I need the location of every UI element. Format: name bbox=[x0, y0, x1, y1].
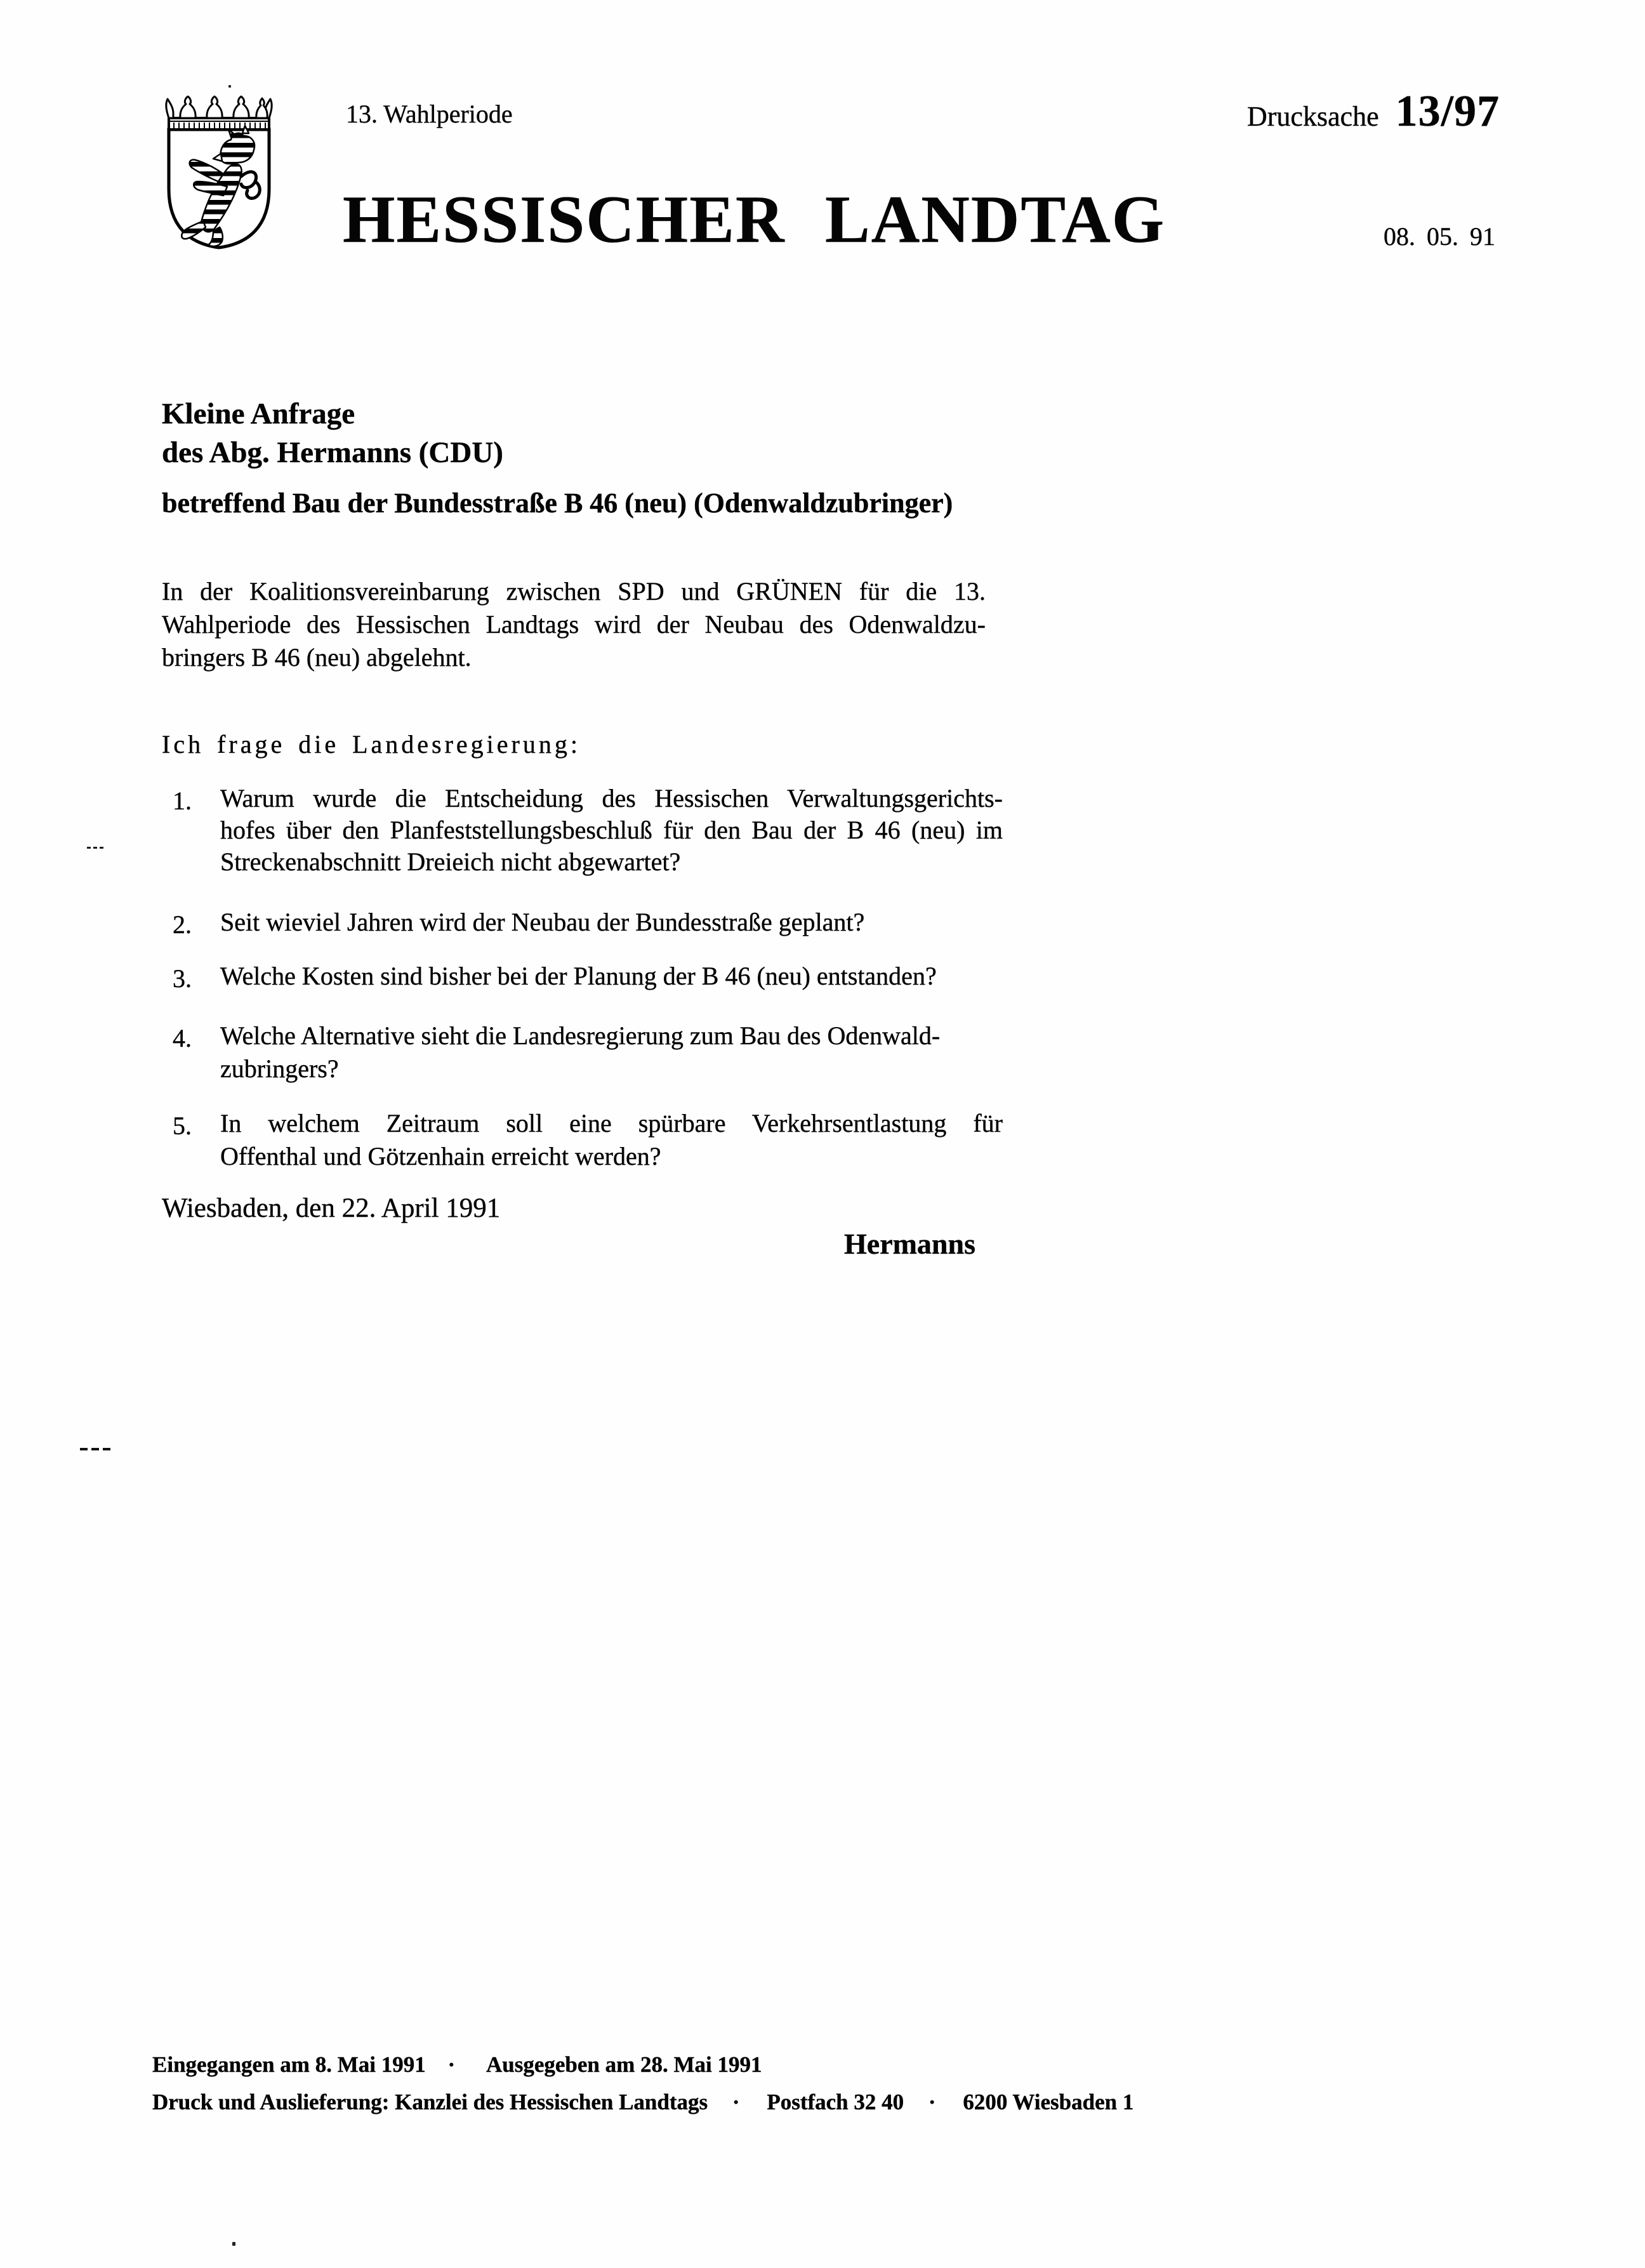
question-line: zubringers? bbox=[220, 1054, 339, 1083]
question-line: Streckenabschnitt Dreieich nicht abgewartet? bbox=[220, 847, 681, 876]
footer-city: 6200 Wiesbaden 1 bbox=[963, 2090, 1134, 2114]
question-lead: Ich frage die Landesregierung: bbox=[162, 730, 581, 759]
question-number: 2. bbox=[173, 910, 192, 939]
scan-artifact-dash bbox=[87, 847, 105, 849]
footer-received: Eingegangen am 8. Mai 1991 bbox=[152, 2052, 426, 2077]
footer-separator-dot: · bbox=[447, 2052, 456, 2077]
intro-line: Wahlperiode des Hessischen Landtags wird der Neubau des Odenwaldzu- bbox=[162, 612, 986, 639]
request-author-heading: des Abg. Hermanns (CDU) bbox=[162, 436, 503, 469]
footer-issued: Ausgegeben am 28. Mai 1991 bbox=[486, 2052, 762, 2077]
question-line: Warum wurde die Entscheidung des Hessischen Verwaltungsgerichts- bbox=[220, 786, 1003, 812]
question-number: 3. bbox=[173, 964, 192, 993]
drucksache-block bbox=[1247, 87, 1500, 136]
question-line: Offenthal und Götzenhain erreicht werden? bbox=[220, 1142, 661, 1170]
request-subject-heading: betreffend Bau der Bundesstraße B 46 (neu) (Odenwaldzubringer) bbox=[162, 487, 953, 519]
wahlperiode-label: 13. Wahlperiode bbox=[346, 100, 513, 128]
document-date: 08. 05. 91 bbox=[1384, 222, 1495, 251]
place-date-line: Wiesbaden, den 22. April 1991 bbox=[162, 1193, 501, 1223]
question-line: In welchem Zeitraum soll eine spürbare Verkehrsentlastung für bbox=[220, 1111, 1003, 1137]
question-number: 4. bbox=[173, 1024, 192, 1052]
footer-separator-dot: · bbox=[732, 2090, 740, 2114]
request-type-heading: Kleine Anfrage bbox=[162, 397, 355, 430]
scan-artifact-dash bbox=[80, 1448, 110, 1450]
footer-print-line: Druck und Auslieferung: Kanzlei des Hessischen Landtags bbox=[152, 2090, 708, 2114]
landtag-title: HESSISCHER LANDTAG bbox=[343, 182, 1166, 256]
footer-print-info bbox=[152, 2091, 1133, 2113]
footer-postbox: Postfach 32 40 bbox=[767, 2090, 904, 2114]
question-line: hofes über den Planfeststellungsbeschluß für den Bau der B 46 (neu) im bbox=[220, 818, 1003, 844]
intro-line: bringers B 46 (neu) abgelehnt. bbox=[162, 643, 472, 672]
question-number: 5. bbox=[173, 1111, 192, 1140]
question-line: Welche Kosten sind bisher bei der Planung der B 46 (neu) entstanden? bbox=[220, 962, 937, 990]
intro-line: In der Koalitionsvereinbarung zwischen SPD und GRÜNEN für die 13. bbox=[162, 579, 986, 606]
question-number: 1. bbox=[173, 786, 192, 815]
hessen-coat-of-arms-icon bbox=[160, 95, 278, 249]
scan-artifact-dot bbox=[232, 2242, 235, 2246]
drucksache-label: Drucksache bbox=[1247, 101, 1379, 132]
question-line: Welche Alternative sieht die Landesregierung zum Bau des Odenwald- bbox=[220, 1021, 941, 1050]
footer-separator-dot: · bbox=[928, 2090, 936, 2114]
question-line: Seit wieviel Jahren wird der Neubau der Bundesstraße geplant? bbox=[220, 908, 865, 936]
footer-received-issued bbox=[152, 2053, 762, 2076]
drucksache-number: 13/97 bbox=[1395, 87, 1500, 136]
scan-artifact-dot bbox=[228, 85, 231, 88]
signature-name: Hermanns bbox=[844, 1228, 975, 1260]
